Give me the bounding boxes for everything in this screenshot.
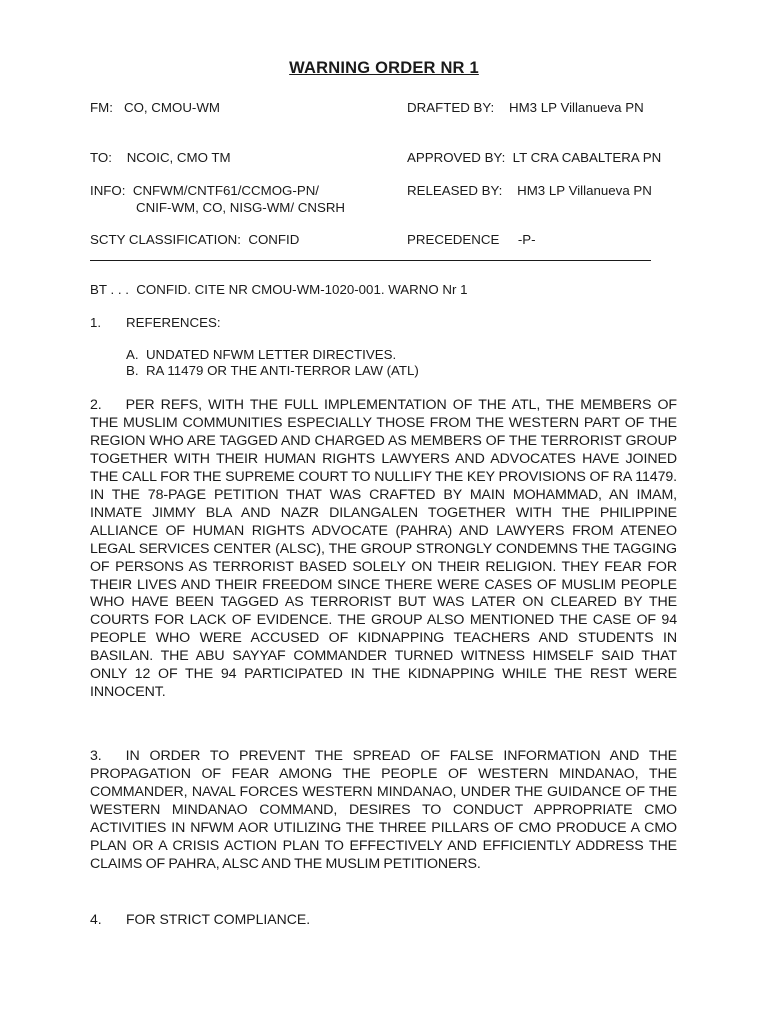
reference-item-a: A. UNDATED NFWM LETTER DIRECTIVES. (126, 347, 397, 362)
info-field-line2: CNIF-WM, CO, NISG-WM/ CNSRH (136, 200, 346, 215)
released-by-field: RELEASED BY: HM3 LP Villanueva PN (407, 183, 652, 198)
section-2-text: PER REFS, WITH THE FULL IMPLEMENTATION OF THE ATL, THE MEMBERS OF THE MUSLIM COMMUNITIES ESPECIALLY THOSE FROM THE WESTERN PART OF THE REGION WHO ARE TAGGED AND CHARGED AS MEMBERS OF THE TERRORIST GROUP TOGETHER WITH THEIR HUMAN RIGHTS LAWYERS AND ADVOCATES HAVE JOINED THE CALL FOR THE SUPREME COURT TO NULLIFY THE KEY PROVISIONS OF RA 11479. IN THE 78-PAGE PETITION THAT WAS CRAFTED BY MAIN MOHAMMAD, AN IMAM, INMATE JIMMY BLA AND NAZR DILANGALEN TOGETHER WITH THE PHILIPPINE ALLIANCE OF HUMAN RIGHTS ADVOCATE (PAHRA) AND LAWYERS FROM ATENEO LEGAL SERVICES CENTER (ALSC), THE GROUP STRONGLY CONDEMNS THE TAGGING OF PERSONS AS TERRORIST BASED SOLELY ON THEIR RELIGION. THEY FEAR FOR THEIR LIVES AND THEIR FREEDOM SINCE THERE WERE CASES OF MUSLIM PEOPLE WHO HAVE BEEN TAGGED AS TERRORIST BUT WAS LATER ON CLEARED BY THE COURTS FOR LACK OF EVIDENCE. THE GROUP ALSO MENTIONED THE CASE OF 94 PEOPLE WHO WERE ACCUSED OF KIDNAPPING TEACHERS AND STUDENTS IN BASILAN. THE ABU SAYYAF COMMANDER TURNED WITNESS HIMSELF SAID THAT ONLY 12 OF THE 94 PARTICIPATED IN THE KIDNAPPING WHILE THE REST WERE INNOCENT. (90, 397, 677, 701)
section-2-paragraph (90, 397, 677, 702)
drafted-by-field: DRAFTED BY: HM3 LP Villanueva PN (407, 100, 644, 115)
section-4-number: 4. (90, 911, 102, 927)
section-2-number: 2. (90, 397, 102, 413)
section-3-number: 3. (90, 748, 102, 764)
section-3-paragraph (90, 748, 677, 874)
section-4-text: FOR STRICT COMPLIANCE. (126, 911, 311, 927)
from-field: FM: CO, CMOU-WM (90, 100, 220, 115)
document-title: WARNING ORDER NR 1 (289, 59, 479, 77)
approved-by-field: APPROVED BY: LT CRA CABALTERA PN (407, 150, 662, 165)
section-1-number: 1. (90, 315, 102, 330)
bt-citation-line: BT . . . CONFID. CITE NR CMOU-WM-1020-001. WARNO Nr 1 (90, 282, 468, 297)
to-field: TO: NCOIC, CMO TM (90, 150, 231, 165)
info-field-line1: INFO: CNFWM/CNTF61/CCMOG-PN/ (90, 183, 319, 198)
reference-item-b: B. RA 11479 OR THE ANTI-TERROR LAW (ATL) (126, 363, 419, 378)
precedence-field: PRECEDENCE -P- (407, 232, 536, 247)
section-3-text: IN ORDER TO PREVENT THE SPREAD OF FALSE INFORMATION AND THE PROPAGATION OF FEAR AMONG THE PEOPLE OF WESTERN MINDANAO, THE COMMANDER, NAVAL FORCES WESTERN MINDANAO, UNDER THE GUIDANCE OF THE WESTERN MINDANAO COMMAND, DESIRES TO CONDUCT APPROPRIATE CMO ACTIVITIES IN NFWM AOR UTILIZING THE THREE PILLARS OF CMO PRODUCE A CMO PLAN OR A CRISIS ACTION PLAN TO EFFECTIVELY AND EFFICIENTLY ADDRESS THE CLAIMS OF PAHRA, ALSC AND THE MUSLIM PETITIONERS. (90, 748, 677, 872)
section-1-heading: REFERENCES: (126, 315, 221, 330)
security-classification-field: SCTY CLASSIFICATION: CONFID (90, 232, 300, 247)
header-divider (90, 260, 651, 261)
